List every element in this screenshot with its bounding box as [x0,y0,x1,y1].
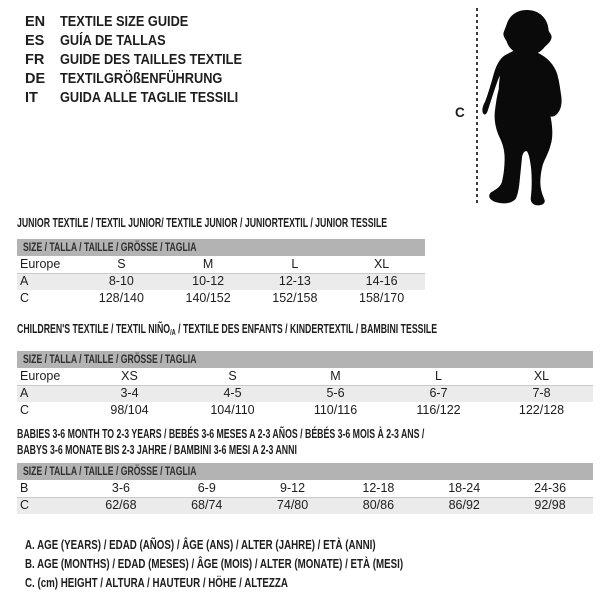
junior-size-header-bar [17,239,425,256]
value-cell: 12-18 [362,481,395,495]
footnote-c [25,574,510,593]
value-cell: 5-6 [326,386,345,400]
babies-size-header-bar [17,463,593,480]
value-cell: 104/110 [210,403,255,417]
value-cell: 3-6 [111,481,130,495]
value-cell: 9-12 [280,481,306,495]
value-cell: 86/92 [448,498,480,512]
language-title: TEXTILGRÖßENFÜHRUNG [60,71,223,87]
row-label-cell: C [20,498,30,512]
junior-table-title-text: JUNIOR TEXTILE / TEXTIL JUNIOR/ TEXTILE JUNIOR / JUNIORTEXTIL / JUNIOR TESSILE [17,216,388,230]
table-row [17,290,425,307]
language-title: TEXTILE SIZE GUIDE [60,14,189,30]
value-cell: 18-24 [448,481,481,495]
table-row [17,497,593,514]
row-label-cell: C [20,291,30,305]
size-header-text: SIZE / TALLA / TAILLE / GRÖSSE / TAGLIA [23,464,197,478]
value-cell: 74/80 [276,498,309,512]
language-code: DE [25,71,46,87]
footnote-b [25,555,510,574]
children-table-title [17,322,593,340]
row-label-cell: A [20,274,29,288]
language-row [25,32,267,51]
children-table-title-text [17,322,437,340]
value-cell: 68/74 [191,498,223,512]
row-label-cell: Europe [20,369,61,383]
children-size-table [17,322,593,419]
language-code: EN [25,14,46,30]
row-label-cell: Europe [20,257,61,271]
baby-silhouette-icon [482,8,577,208]
babies-table-title [17,426,593,458]
size-header-text: SIZE / TALLA / TAILLE / GRÖSSE / TAGLIA [23,240,197,254]
table-row [17,402,593,419]
value-cell: 128/140 [98,291,144,305]
value-cell: 6-9 [197,481,216,495]
babies-size-table [17,426,593,514]
children-table-rows [17,368,593,419]
value-cell: M [330,369,341,383]
value-cell: 158/170 [359,291,405,305]
language-row [25,51,267,70]
language-row [25,13,267,32]
value-cell: 4-5 [223,386,242,400]
babies-title-line1: BABIES 3-6 MONTH TO 2-3 YEARS / BEBÉS 3-6 MESES A 2-3 AÑOS / BÉBÉS 3-6 MOIS À 2-3 ANS / [17,427,425,441]
children-title-sub: /A [170,328,176,337]
footnote-a-text: A. AGE (YEARS) / EDAD (AÑOS) / ÂGE (ANS) / ALTER (JAHRE) / ETÀ (ANNI) [25,538,376,552]
table-row [17,385,593,402]
language-code: IT [25,90,38,106]
children-size-header-bar [17,351,593,368]
value-cell: 14-16 [365,274,398,288]
value-cell: 3-4 [120,386,139,400]
legend-footnotes [25,536,510,593]
value-cell: 6-7 [429,386,448,400]
value-cell: 92/98 [534,498,566,512]
value-cell: S [228,369,237,383]
table-row [17,273,425,290]
babies-table-rows [17,480,593,514]
table-row [17,368,593,385]
value-cell: M [202,257,214,271]
language-row [25,70,267,89]
table-row [17,480,593,497]
height-measure-label: C [455,105,465,120]
size-header-text: SIZE / TALLA / TAILLE / GRÖSSE / TAGLIA [23,352,197,366]
junior-size-table [17,216,425,307]
value-cell: 110/116 [313,403,358,417]
value-cell: 116/122 [416,403,461,417]
value-cell: 10-12 [192,274,225,288]
language-row [25,89,267,108]
value-cell: 122/128 [518,403,565,417]
footnote-b-text: B. AGE (MONTHS) / EDAD (MESES) / ÂGE (MOIS) / ALTER (MONATE) / ETÀ (MESI) [25,557,404,571]
value-cell: 8-10 [108,274,134,288]
height-measure-dashed-line [476,8,478,206]
value-cell: 98/104 [110,403,149,417]
language-title: GUIDA ALLE TAGLIE TESSILI [60,90,239,106]
value-cell: XS [121,369,138,383]
value-cell: 24-36 [534,481,567,495]
value-cell: 80/86 [362,498,395,512]
babies-title-line2: BABYS 3-6 MONATE BIS 2-3 JAHRE / BAMBINI 3-6 MESI A 2-3 ANNI [17,443,297,457]
row-label-cell: A [20,386,29,400]
language-title: GUÍA DE TALLAS [60,33,166,49]
value-cell: L [291,257,299,271]
junior-table-title [17,216,425,230]
value-cell: XL [373,257,390,271]
children-title-post: / TEXTILE DES ENFANTS / KINDERTEXTIL / BAMBINI TESSILE [175,322,438,336]
row-label-cell: B [20,481,29,495]
value-cell: L [435,369,442,383]
value-cell: S [117,257,126,271]
language-title-list [25,13,267,108]
value-cell: XL [533,369,550,383]
language-code: ES [25,33,45,49]
language-code: FR [25,52,45,68]
footnote-a [25,536,510,555]
children-title-pre: CHILDREN'S TEXTILE / TEXTIL NIÑO [17,322,171,336]
row-label-cell: C [20,403,30,417]
value-cell: 140/152 [185,291,231,305]
value-cell: 62/68 [105,498,137,512]
language-title: GUIDE DES TAILLES TEXTILE [60,52,242,68]
table-row [17,256,425,273]
footnote-c-text: C. (cm) HEIGHT / ALTURA / HAUTEUR / HÖHE / ALTEZZA [25,576,288,590]
value-cell: 7-8 [532,386,551,400]
junior-table-rows [17,256,425,307]
value-cell: 12-13 [278,274,311,288]
value-cell: 152/158 [272,291,318,305]
